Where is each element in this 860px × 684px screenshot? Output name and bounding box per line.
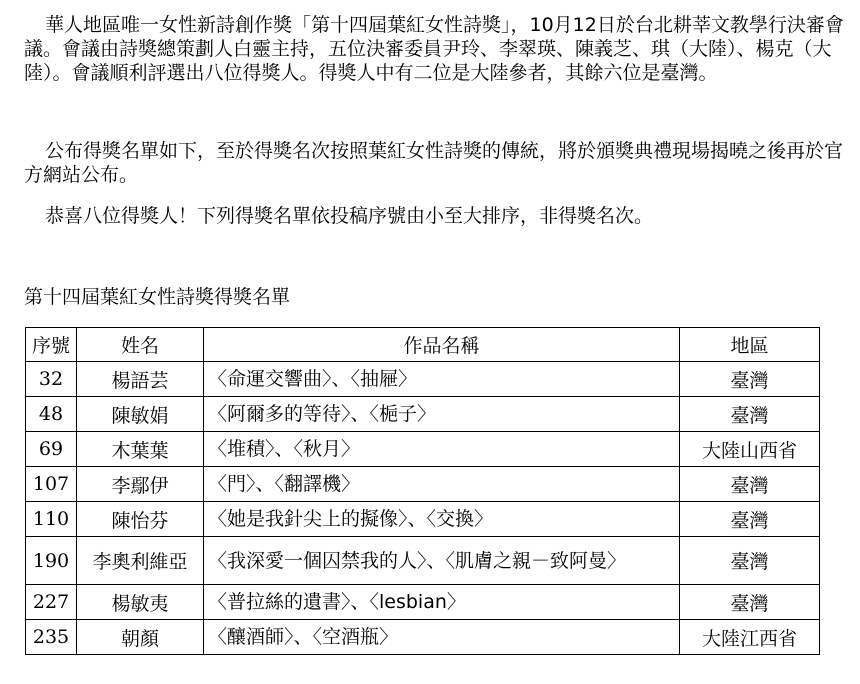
table-row	[26, 432, 820, 467]
header-region: 地區	[680, 328, 820, 362]
cell-region: 臺灣	[680, 467, 820, 502]
table-row	[26, 362, 820, 397]
cell-no: 69	[26, 432, 77, 467]
cell-name: 陳怡芬	[77, 502, 204, 537]
table-row	[26, 397, 820, 432]
cell-region: 臺灣	[680, 585, 820, 620]
cell-region: 大陸山西省	[680, 432, 820, 467]
cell-no: 32	[26, 362, 77, 397]
cell-works: 〈釀酒師〉、〈空酒瓶〉	[204, 620, 680, 655]
table-row	[26, 585, 820, 620]
cell-no: 235	[26, 620, 77, 655]
cell-works: 〈她是我針尖上的擬像〉、〈交換〉	[204, 502, 680, 537]
header-name: 姓名	[77, 328, 204, 362]
cell-name: 李奧利維亞	[77, 537, 204, 585]
awards-table	[25, 327, 820, 655]
cell-works: 〈普拉絲的遺書〉、〈lesbian〉	[204, 585, 680, 620]
table-row	[26, 620, 820, 655]
cell-region: 大陸江西省	[680, 620, 820, 655]
intro-paragraph-2: 公布得獎名單如下，至於得獎名次按照葉紅女性詩獎的傳統，將於頒獎典禮現場揭曉之後再於官方網站公布。	[24, 140, 844, 186]
cell-region: 臺灣	[680, 397, 820, 432]
cell-name: 楊語芸	[77, 362, 204, 397]
cell-no: 190	[26, 537, 77, 585]
table-header-row	[26, 328, 820, 362]
cell-works: 〈我深愛一個囚禁我的人〉、〈肌膚之親－致阿曼〉	[204, 537, 680, 585]
header-works: 作品名稱	[204, 328, 680, 362]
table-row	[26, 502, 820, 537]
table-row	[26, 537, 820, 585]
cell-region: 臺灣	[680, 502, 820, 537]
cell-no: 110	[26, 502, 77, 537]
cell-works: 〈阿爾多的等待〉、〈梔子〉	[204, 397, 680, 432]
cell-name: 李鄢伊	[77, 467, 204, 502]
intro-paragraph-1: 華人地區唯一女性新詩創作獎「第十四屆葉紅女性詩獎」，10月12日於台北耕莘文教學行決審會議。會議由詩獎總策劃人白靈主持，五位決審委員尹玲、李翠瑛、陳義芝、琪（大陸）、楊克（大陸）。會議順利評選出八位得獎人。得獎人中有二位是大陸參者，其餘六位是臺灣。	[24, 14, 844, 84]
cell-name: 陳敏娟	[77, 397, 204, 432]
cell-region: 臺灣	[680, 537, 820, 585]
cell-name: 朝顏	[77, 620, 204, 655]
table-row	[26, 467, 820, 502]
cell-works: 〈命運交響曲〉、〈抽屜〉	[204, 362, 680, 397]
cell-works: 〈門〉、〈翻譯機〉	[204, 467, 680, 502]
table-title: 第十四屆葉紅女性詩獎得獎名單	[24, 286, 291, 308]
cell-region: 臺灣	[680, 362, 820, 397]
cell-works: 〈堆積〉、〈秋月〉	[204, 432, 680, 467]
header-no: 序號	[26, 328, 77, 362]
cell-no: 227	[26, 585, 77, 620]
cell-name: 楊敏夷	[77, 585, 204, 620]
cell-no: 107	[26, 467, 77, 502]
cell-no: 48	[26, 397, 77, 432]
cell-name: 木葉葉	[77, 432, 204, 467]
intro-paragraph-3: 恭喜八位得獎人！下列得獎名單依投稿序號由小至大排序，非得獎名次。	[45, 205, 654, 227]
